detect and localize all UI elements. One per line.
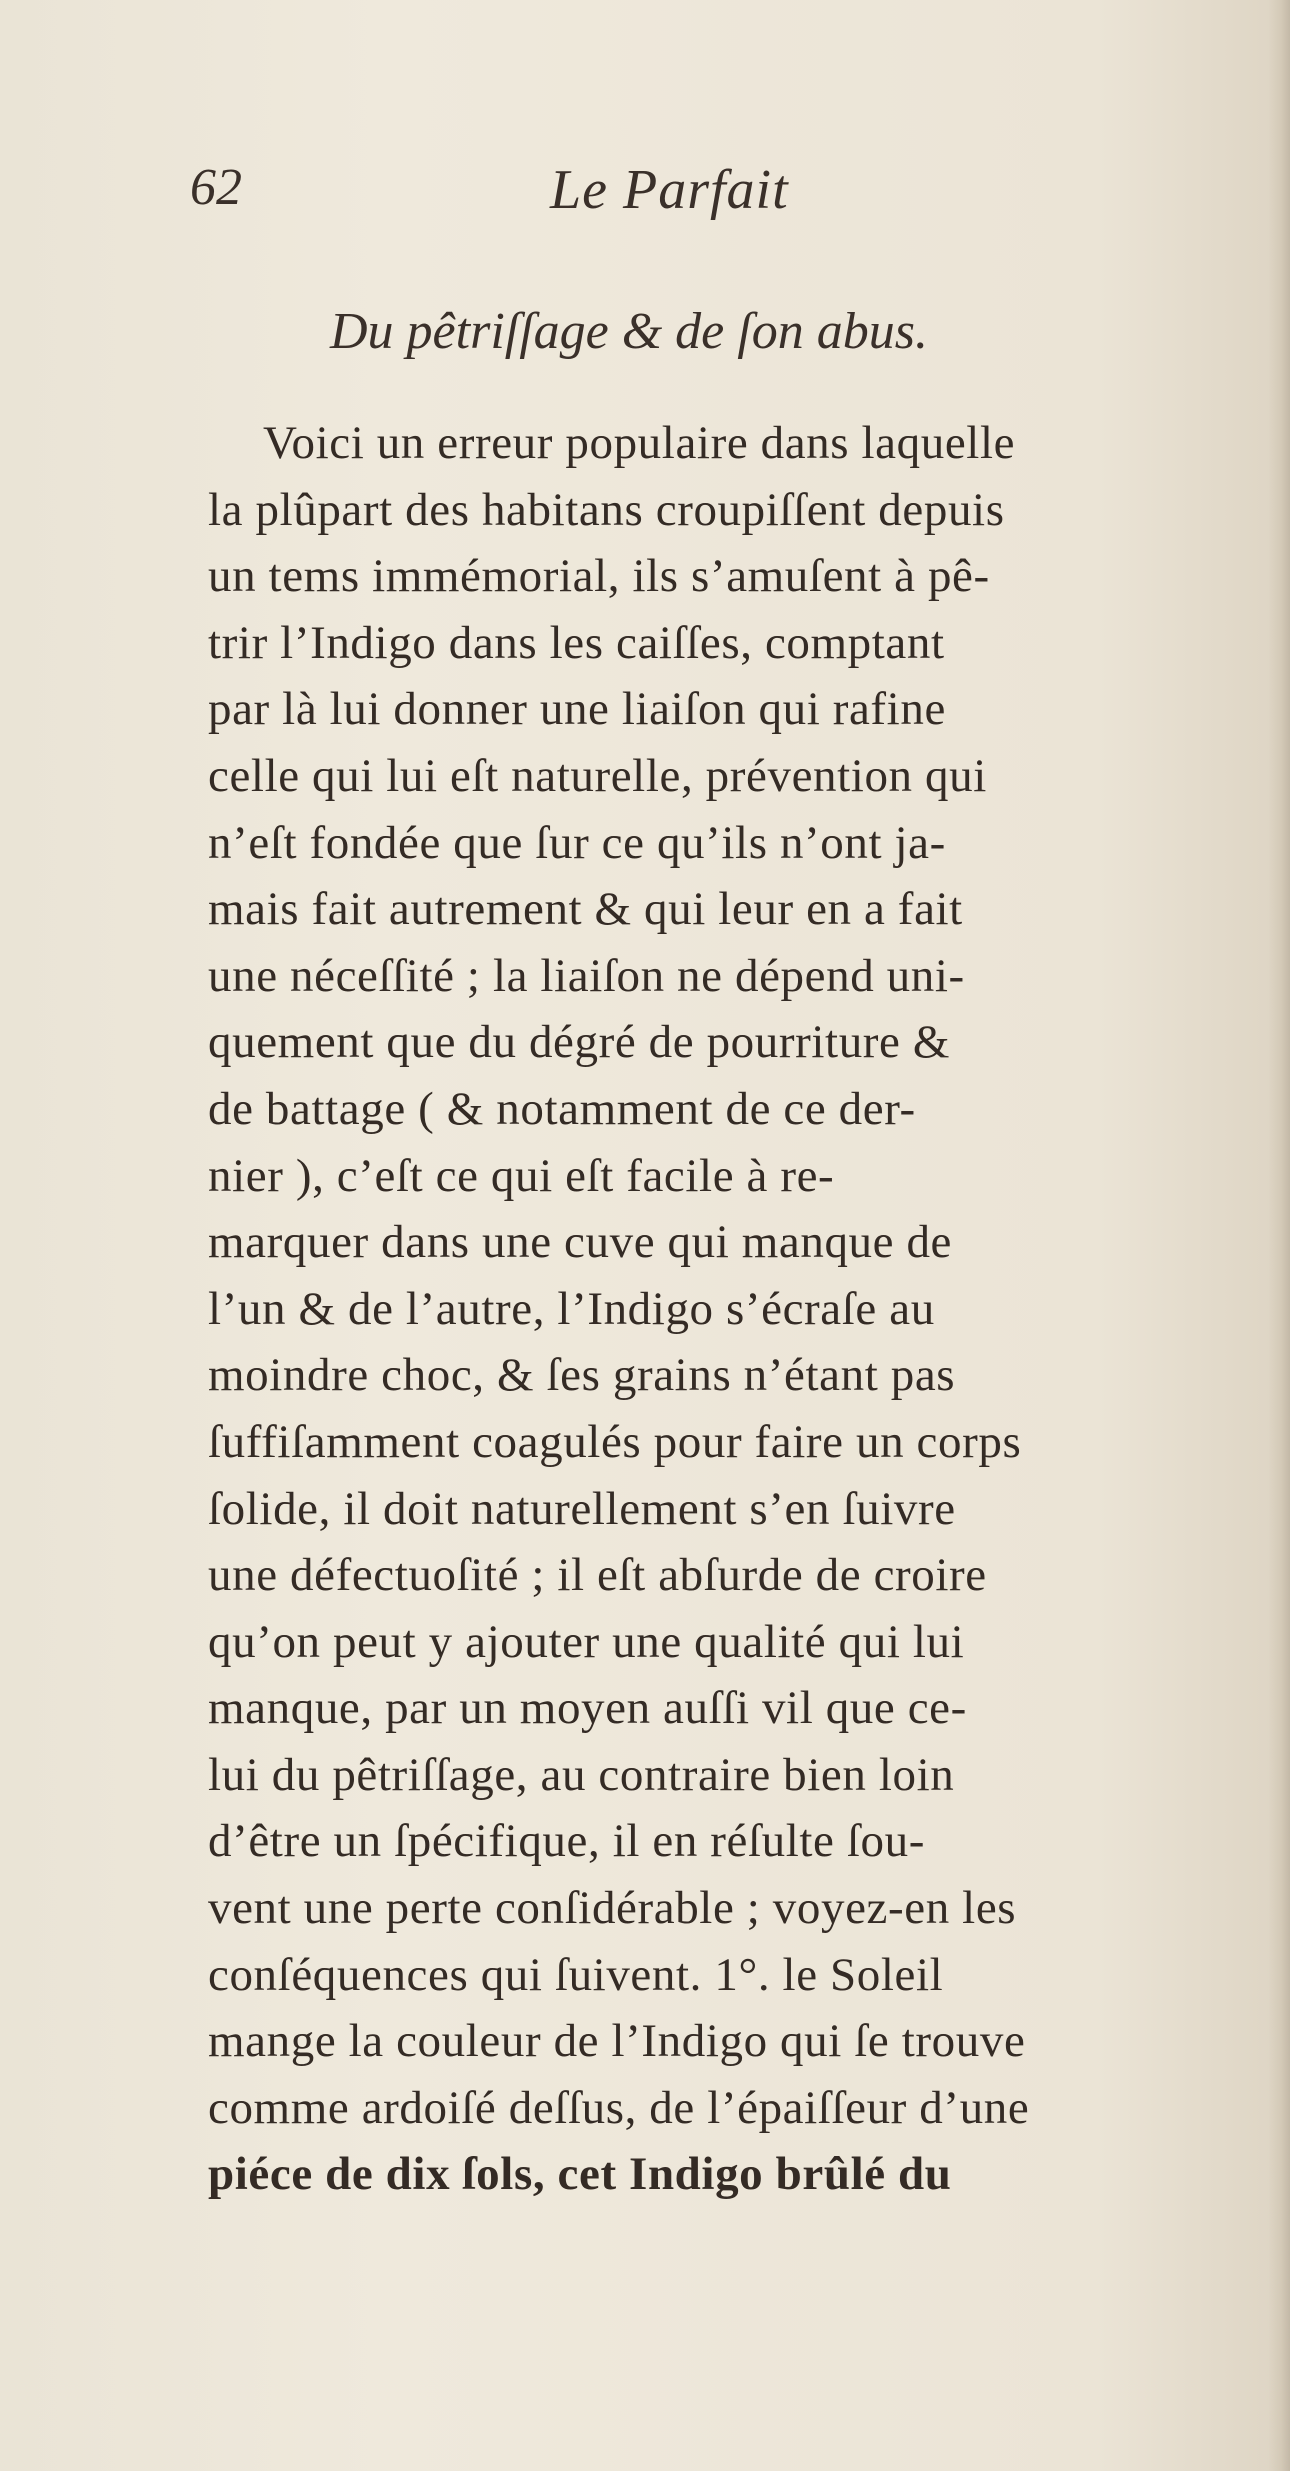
text-line: qu’on peut y ajouter une qualité qui lui <box>208 1615 965 1668</box>
text-line: trir l’Indigo dans les caiſſes, comptant <box>208 616 945 669</box>
text-line: la plûpart des habitans croupiſſent depuis <box>208 483 1005 536</box>
text-line: ſolide, il doit naturellement s’en ſuivre <box>208 1482 956 1535</box>
text-line: mais fait autrement & qui leur en a fait <box>208 883 963 936</box>
text-line: l’un & de l’autre, l’Indigo s’écraſe au <box>208 1282 935 1335</box>
text-line: celle qui lui eſt naturelle, prévention qui <box>208 749 987 802</box>
text-line: quement que du dégré de pourriture & <box>208 1016 951 1069</box>
running-title: Le Parfait <box>550 159 789 221</box>
text-line: lui du pêtriſſage, au contraire bien loin <box>208 1748 955 1801</box>
text-line: vent une perte conſidérable ; voyez-en les <box>208 1882 1017 1935</box>
text-line: par là lui donner une liaiſon qui rafine <box>208 683 946 736</box>
text-line: de battage ( & notamment de ce der- <box>208 1082 916 1135</box>
text-line: un tems immémorial, ils s’amuſent à pê- <box>208 550 990 603</box>
text-line: manque, par un moyen auſſi vil que ce- <box>208 1682 967 1735</box>
page-number: 62 <box>190 159 242 216</box>
text-line: d’être un ſpécifique, il en réſulte ſou- <box>208 1815 925 1868</box>
section-heading: Du pêtriſſage & de ſon abus. <box>330 303 928 360</box>
text-line: nier ), c’eſt ce qui eſt facile à re- <box>208 1149 835 1202</box>
page-header <box>190 140 1090 250</box>
text-line: marquer dans une cuve qui manque de <box>208 1216 953 1269</box>
text-line: piéce de dix ſols, cet Indigo brûlé du <box>208 2148 952 2201</box>
text-line: conſéquences qui ſuivent. 1°. le Soleil <box>208 1948 944 2001</box>
text-line: ſuffiſamment coagulés pour faire un corps <box>208 1415 1022 1468</box>
text-line: mange la couleur de l’Indigo qui ſe trouve <box>208 2015 1026 2068</box>
text-line: une défectuoſité ; il eſt abſurde de croire <box>208 1549 987 1602</box>
body-text <box>208 410 1288 2208</box>
text-line: moindre choc, & ſes grains n’étant pas <box>208 1349 956 1402</box>
text-line: Voici un erreur populaire dans laquelle <box>263 417 1016 469</box>
text-line: comme ardoiſé deſſus, de l’épaiſſeur d’une <box>208 2081 1030 2134</box>
text-line: n’eſt fondée que ſur ce qu’ils n’ont ja- <box>208 816 946 869</box>
text-line: une néceſſité ; la liaiſon ne dépend uni- <box>208 949 965 1002</box>
